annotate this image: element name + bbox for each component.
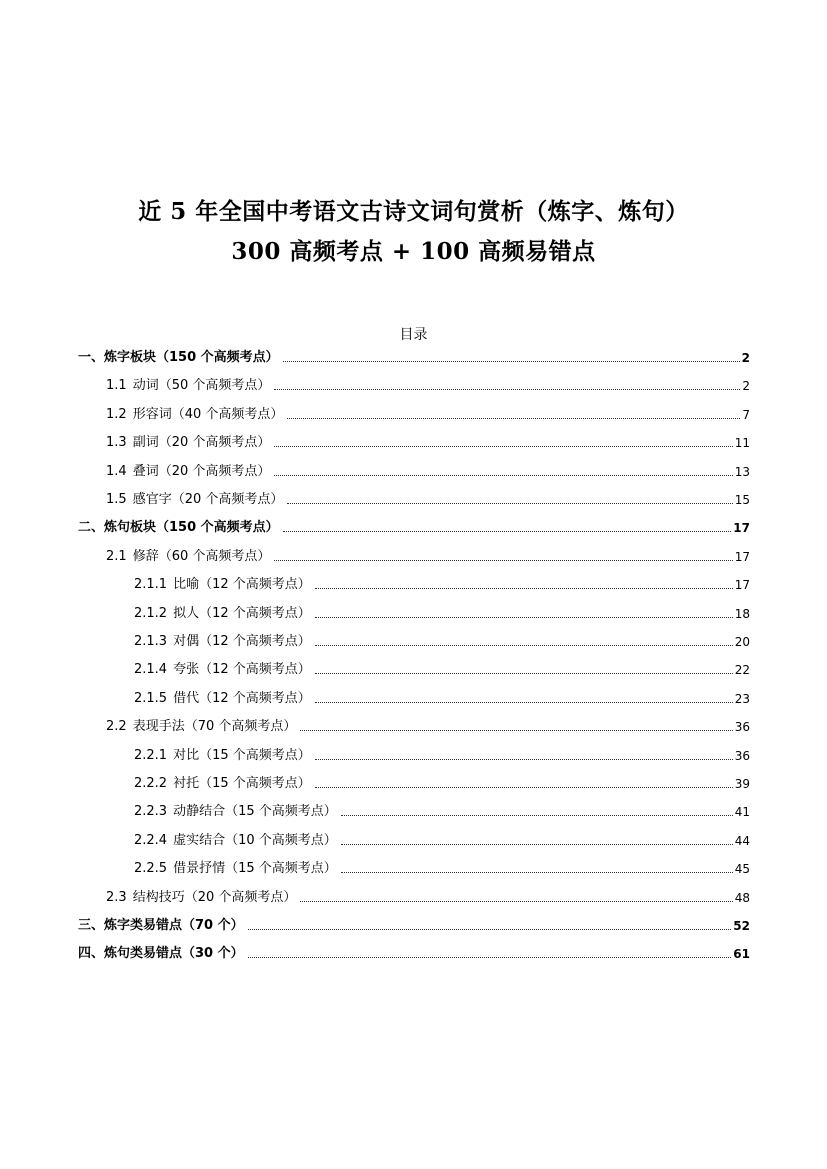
toc-dot-leader bbox=[287, 503, 732, 504]
toc-dot-leader bbox=[300, 730, 732, 731]
toc-dot-leader bbox=[248, 929, 732, 930]
toc-entry[interactable] bbox=[134, 769, 750, 791]
toc-dot-leader bbox=[274, 560, 732, 561]
toc-entry-number: 2.2.2 bbox=[134, 776, 168, 791]
toc-dot-leader bbox=[315, 617, 733, 618]
toc-entry-title: 一、炼字板块（150 个高频考点） bbox=[78, 350, 279, 365]
toc-dot-leader bbox=[300, 901, 732, 902]
toc-entry-page-number: 45 bbox=[734, 862, 750, 877]
toc-entry-title: 修辞（60 个高频考点） bbox=[132, 548, 271, 564]
toc-entry-title: 形容词（40 个高频考点） bbox=[132, 406, 284, 422]
toc-entry[interactable] bbox=[134, 854, 750, 876]
toc-entry-page-number: 15 bbox=[734, 493, 750, 507]
toc-entry-title: 结构技巧（20 个高频考点） bbox=[132, 889, 297, 905]
toc-entry-page-number: 13 bbox=[734, 464, 750, 479]
toc-entry-number: 2.2 bbox=[106, 719, 127, 735]
toc-entry[interactable] bbox=[106, 371, 750, 393]
toc-entry[interactable] bbox=[78, 343, 750, 365]
toc-dot-leader bbox=[283, 531, 732, 532]
toc-entry[interactable] bbox=[106, 712, 750, 734]
toc-entry-title: 衬托（15 个高频考点） bbox=[173, 776, 311, 791]
toc-entry-page-number: 2 bbox=[741, 351, 750, 365]
toc-entry-page-number: 52 bbox=[733, 919, 750, 933]
document-title-line-2: 300 高频考点 + 100 高频易错点 bbox=[231, 238, 596, 265]
toc-dot-leader bbox=[274, 446, 732, 447]
toc-entry[interactable] bbox=[106, 485, 750, 507]
toc-entry-number: 1.3 bbox=[106, 435, 127, 451]
toc-entry-page-number: 39 bbox=[734, 777, 750, 791]
toc-entry-number: 2.1.2 bbox=[134, 605, 168, 621]
toc-entry-title: 借代（12 个高频考点） bbox=[173, 690, 311, 706]
toc-dot-leader bbox=[341, 844, 733, 845]
toc-entry-number: 1.5 bbox=[106, 492, 127, 507]
toc-entry-title: 四、炼句类易错点（30 个） bbox=[78, 946, 244, 962]
toc-entry[interactable] bbox=[106, 400, 750, 422]
toc-entry-number: 2.3 bbox=[106, 889, 127, 905]
toc-entry-page-number: 61 bbox=[733, 947, 750, 962]
toc-dot-leader bbox=[283, 361, 740, 362]
toc-entry-number: 2.1.5 bbox=[134, 690, 168, 706]
toc-entry-number: 2.2.1 bbox=[134, 747, 168, 763]
toc-dot-leader bbox=[315, 787, 733, 788]
toc-entry-page-number: 23 bbox=[734, 691, 750, 706]
toc-entry-number: 2.1.3 bbox=[134, 634, 168, 649]
toc-entry-number: 2.1.4 bbox=[134, 662, 168, 678]
toc-entry-page-number: 17 bbox=[734, 549, 750, 564]
toc-entry-number: 2.1 bbox=[106, 548, 127, 564]
toc-entry-title: 夸张（12 个高频考点） bbox=[173, 662, 311, 678]
toc-dot-leader bbox=[274, 389, 740, 390]
toc-dot-leader bbox=[248, 957, 732, 958]
toc-entry[interactable] bbox=[78, 911, 750, 933]
toc-dot-leader bbox=[315, 673, 733, 674]
toc-dot-leader bbox=[341, 815, 733, 816]
toc-entry-title: 动词（50 个高频考点） bbox=[132, 378, 271, 394]
toc-entry-page-number: 41 bbox=[734, 805, 750, 820]
toc-entry[interactable] bbox=[106, 457, 750, 479]
toc-entry-number: 1.1 bbox=[106, 378, 127, 394]
toc-entry-title: 感官字（20 个高频考点） bbox=[132, 492, 284, 507]
toc-entry-page-number: 36 bbox=[734, 748, 750, 763]
toc-entry-title: 比喻（12 个高频考点） bbox=[173, 577, 311, 593]
toc-entry[interactable] bbox=[134, 627, 750, 649]
toc-entry-title: 副词（20 个高频考点） bbox=[132, 435, 271, 451]
toc-entry-title: 三、炼字类易错点（70 个） bbox=[78, 918, 244, 933]
toc-entry[interactable] bbox=[106, 428, 750, 450]
document-title-line-1: 近 5 年全国中考语文古诗文词句赏析（炼字、炼句） bbox=[138, 198, 689, 225]
toc-entry-page-number: 11 bbox=[734, 436, 750, 451]
toc-entry-page-number: 20 bbox=[734, 635, 750, 649]
toc-entry-title: 动静结合（15 个高频考点） bbox=[173, 804, 337, 820]
toc-entry[interactable] bbox=[134, 570, 750, 592]
toc-entry[interactable] bbox=[134, 655, 750, 677]
toc-entry-number: 2.2.5 bbox=[134, 861, 168, 877]
toc-entry-page-number: 7 bbox=[742, 407, 750, 422]
toc-entry-title: 表现手法（70 个高频考点） bbox=[132, 719, 297, 735]
toc-entry[interactable] bbox=[106, 542, 750, 564]
toc-dot-leader bbox=[341, 872, 733, 873]
toc-entry-title: 叠词（20 个高频考点） bbox=[132, 463, 271, 479]
toc-dot-leader bbox=[315, 588, 733, 589]
toc-entry-page-number: 44 bbox=[734, 833, 750, 848]
toc-entry[interactable] bbox=[78, 513, 750, 535]
toc-dot-leader bbox=[315, 702, 733, 703]
toc-dot-leader bbox=[274, 475, 732, 476]
toc-entry-page-number: 2 bbox=[742, 379, 750, 394]
toc-dot-leader bbox=[315, 645, 733, 646]
toc-entry-page-number: 17 bbox=[733, 521, 750, 536]
toc-entry-page-number: 17 bbox=[734, 578, 750, 593]
toc-entry-number: 1.2 bbox=[106, 406, 127, 422]
toc-entry[interactable] bbox=[78, 939, 750, 961]
toc-entry-number: 2.2.3 bbox=[134, 804, 168, 820]
toc-entry[interactable] bbox=[106, 883, 750, 905]
toc-entry-page-number: 36 bbox=[734, 720, 750, 735]
toc-entry[interactable] bbox=[134, 826, 750, 848]
toc-dot-leader bbox=[287, 418, 740, 419]
toc-entry-title: 虚实结合（10 个高频考点） bbox=[173, 832, 337, 848]
toc-entry-number: 2.2.4 bbox=[134, 832, 168, 848]
toc-entry[interactable] bbox=[134, 684, 750, 706]
toc-entry-title: 对比（15 个高频考点） bbox=[173, 747, 311, 763]
toc-entry[interactable] bbox=[134, 741, 750, 763]
toc-entry-page-number: 18 bbox=[734, 606, 750, 621]
toc-entry-number: 2.1.1 bbox=[134, 577, 168, 593]
toc-entry-page-number: 48 bbox=[734, 890, 750, 905]
toc-entry-title: 二、炼句板块（150 个高频考点） bbox=[78, 520, 279, 536]
toc-heading: 目录 bbox=[399, 327, 428, 343]
toc-entry-title: 借景抒情（15 个高频考点） bbox=[173, 861, 337, 877]
toc-entry-page-number: 22 bbox=[734, 663, 750, 678]
toc-entry-title: 对偶（12 个高频考点） bbox=[173, 634, 311, 649]
toc-entry-title: 拟人（12 个高频考点） bbox=[173, 605, 311, 621]
toc-dot-leader bbox=[315, 759, 733, 760]
toc-entry-number: 1.4 bbox=[106, 463, 127, 479]
toc-entry[interactable] bbox=[134, 797, 750, 819]
toc-entry[interactable] bbox=[134, 599, 750, 621]
